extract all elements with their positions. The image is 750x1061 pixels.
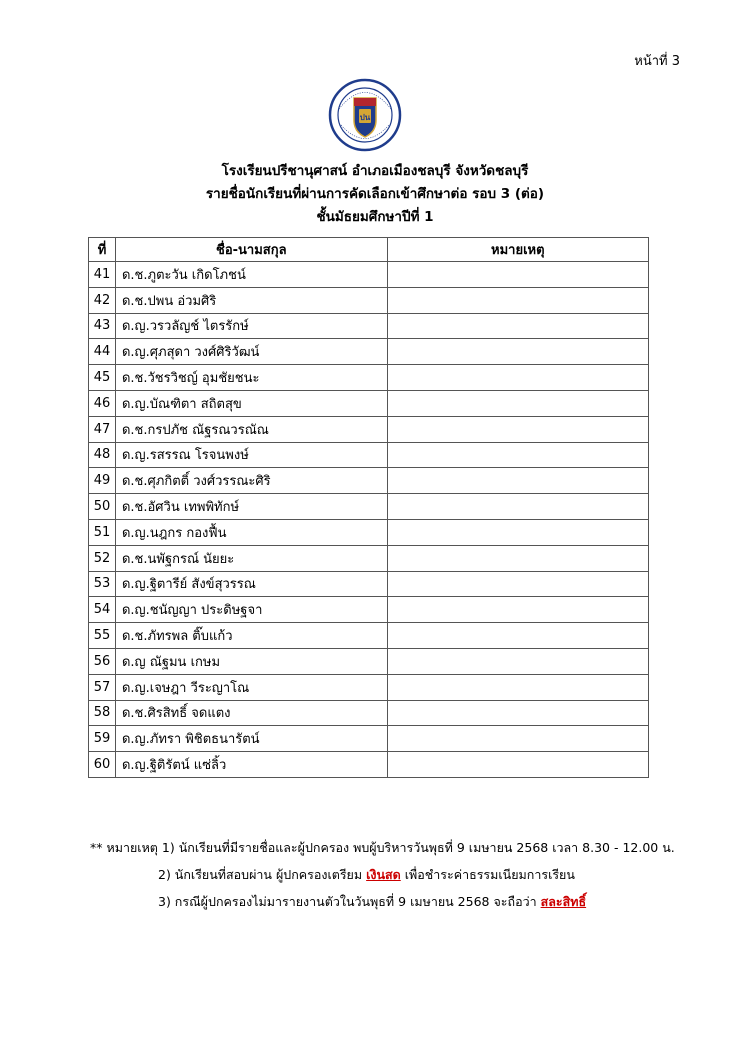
row-remark <box>387 752 648 778</box>
document-title: รายชื่อนักเรียนที่ผ่านการคัดเลือกเข้าศึกษาต่อ รอบ 3 (ต่อ) <box>205 186 545 202</box>
row-remark <box>387 700 648 726</box>
student-name: ด.ญ.เจษฎา วีระญาโณ <box>115 674 387 700</box>
student-name: ด.ญ.ศุภสุดา วงศ์ศิริวัฒน์ <box>115 339 387 365</box>
row-remark <box>387 726 648 752</box>
table-row <box>89 416 649 442</box>
student-name: ด.ช.ปพน อ่วมศิริ <box>115 287 387 313</box>
page-number: หน้าที่ 3 <box>634 54 680 69</box>
row-number: 45 <box>89 365 116 391</box>
row-number: 60 <box>89 752 116 778</box>
row-remark <box>387 313 648 339</box>
table-row <box>89 313 649 339</box>
row-number: 42 <box>89 287 116 313</box>
note-line-2 <box>90 861 730 888</box>
student-name: ด.ญ.ภัทรา พิชิตธนารัตน์ <box>115 726 387 752</box>
row-number: 51 <box>89 519 116 545</box>
table-row <box>89 339 649 365</box>
student-name: ด.ญ.นฎกร กองฟื้น <box>115 519 387 545</box>
document-header <box>0 160 750 229</box>
table-row <box>89 262 649 288</box>
student-name: ด.ช.ภูตะวัน เกิดโภชน์ <box>115 262 387 288</box>
row-number: 48 <box>89 442 116 468</box>
table-row <box>89 752 649 778</box>
row-remark <box>387 468 648 494</box>
school-name: โรงเรียนปรีชานุศาสน์ อำเภอเมืองชลบุรี จังหวัดชลบุรี <box>221 163 529 179</box>
student-name: ด.ช.ศิรสิทธิ์ จดแตง <box>115 700 387 726</box>
table-row <box>89 571 649 597</box>
row-number: 50 <box>89 494 116 520</box>
table-row <box>89 442 649 468</box>
row-remark <box>387 648 648 674</box>
row-remark <box>387 390 648 416</box>
row-number: 52 <box>89 545 116 571</box>
table-row <box>89 726 649 752</box>
row-number: 44 <box>89 339 116 365</box>
row-remark <box>387 519 648 545</box>
row-number: 46 <box>89 390 116 416</box>
table-row <box>89 545 649 571</box>
note-line-3 <box>90 888 730 915</box>
table-row <box>89 287 649 313</box>
row-number: 43 <box>89 313 116 339</box>
cash-highlight: เงินสด <box>366 867 401 882</box>
row-number: 53 <box>89 571 116 597</box>
student-name: ด.ญ ณัฐมน เกษม <box>115 648 387 674</box>
student-name: ด.ญ.รสรรณ โรจนพงษ์ <box>115 442 387 468</box>
row-number: 55 <box>89 623 116 649</box>
row-remark <box>387 262 648 288</box>
row-remark <box>387 494 648 520</box>
column-header-name: ชื่อ-นามสกุล <box>115 238 387 262</box>
note-3-text: 3) กรณีผู้ปกครองไม่มารายงานตัวในวันพุธที่ 9 เมษายน 2568 จะถือว่า <box>158 894 541 909</box>
student-name: ด.ช.ศุภกิตติ์ วงศ์วรรณะศิริ <box>115 468 387 494</box>
student-name: ด.ญ.ชนัญญา ประดิษฐจา <box>115 597 387 623</box>
row-remark <box>387 623 648 649</box>
table-row <box>89 365 649 391</box>
table-row <box>89 597 649 623</box>
table-row <box>89 700 649 726</box>
student-name: ด.ช.ภัทรพล ติ๊บแก้ว <box>115 623 387 649</box>
student-roster-table <box>88 237 649 778</box>
student-name: ด.ญ.ฐิตารีย์ สังข์สุวรรณ <box>115 571 387 597</box>
column-header-remark: หมายเหตุ <box>387 238 648 262</box>
row-number: 59 <box>89 726 116 752</box>
row-number: 58 <box>89 700 116 726</box>
school-logo <box>328 78 402 152</box>
student-name: ด.ช.นพัฐกรณ์ นัยยะ <box>115 545 387 571</box>
student-name: ด.ญ.ฐิติรัตน์ แซ่ลิ้ว <box>115 752 387 778</box>
row-remark <box>387 571 648 597</box>
row-remark <box>387 416 648 442</box>
row-remark <box>387 339 648 365</box>
notes-section <box>90 834 730 915</box>
row-number: 41 <box>89 262 116 288</box>
student-name: ด.ช.กรปภัช ณัฐรณวรณัณ <box>115 416 387 442</box>
student-name: ด.ช.วัชรวิชญ์ อุมชัยชนะ <box>115 365 387 391</box>
table-header-row <box>89 238 649 262</box>
column-header-number: ที่ <box>89 238 116 262</box>
student-name: ด.ญ.บัณฑิตา สถิตสุข <box>115 390 387 416</box>
row-number: 54 <box>89 597 116 623</box>
row-number: 47 <box>89 416 116 442</box>
row-number: 56 <box>89 648 116 674</box>
table-row <box>89 494 649 520</box>
row-remark <box>387 597 648 623</box>
table-row <box>89 390 649 416</box>
forfeit-highlight: สละสิทธิ์ <box>540 894 587 909</box>
table-row <box>89 623 649 649</box>
grade-level: ชั้นมัธยมศึกษาปีที่ 1 <box>316 209 434 225</box>
student-name: ด.ช.อัศวิน เทพพิทักษ์ <box>115 494 387 520</box>
row-number: 49 <box>89 468 116 494</box>
table-row <box>89 468 649 494</box>
note-2-suffix: เพื่อชำระค่าธรรมเนียมการเรียน <box>400 867 575 882</box>
table-row <box>89 674 649 700</box>
table-row <box>89 648 649 674</box>
table-row <box>89 519 649 545</box>
row-number: 57 <box>89 674 116 700</box>
svg-text:ปน: ปน <box>359 113 371 122</box>
row-remark <box>387 287 648 313</box>
row-remark <box>387 674 648 700</box>
row-remark <box>387 365 648 391</box>
note-line-1: ** หมายเหตุ 1) นักเรียนที่มีรายชื่อและผู้ปกครอง พบผู้บริหารวันพุธที่ 9 เมษายน 2568 เวลา 8.30 - 12.00 น. <box>90 840 675 855</box>
row-remark <box>387 545 648 571</box>
student-name: ด.ญ.วรวลัญช์ ไตรรักษ์ <box>115 313 387 339</box>
row-remark <box>387 442 648 468</box>
note-2-text: 2) นักเรียนที่สอบผ่าน ผู้ปกครองเตรียม <box>158 867 367 882</box>
